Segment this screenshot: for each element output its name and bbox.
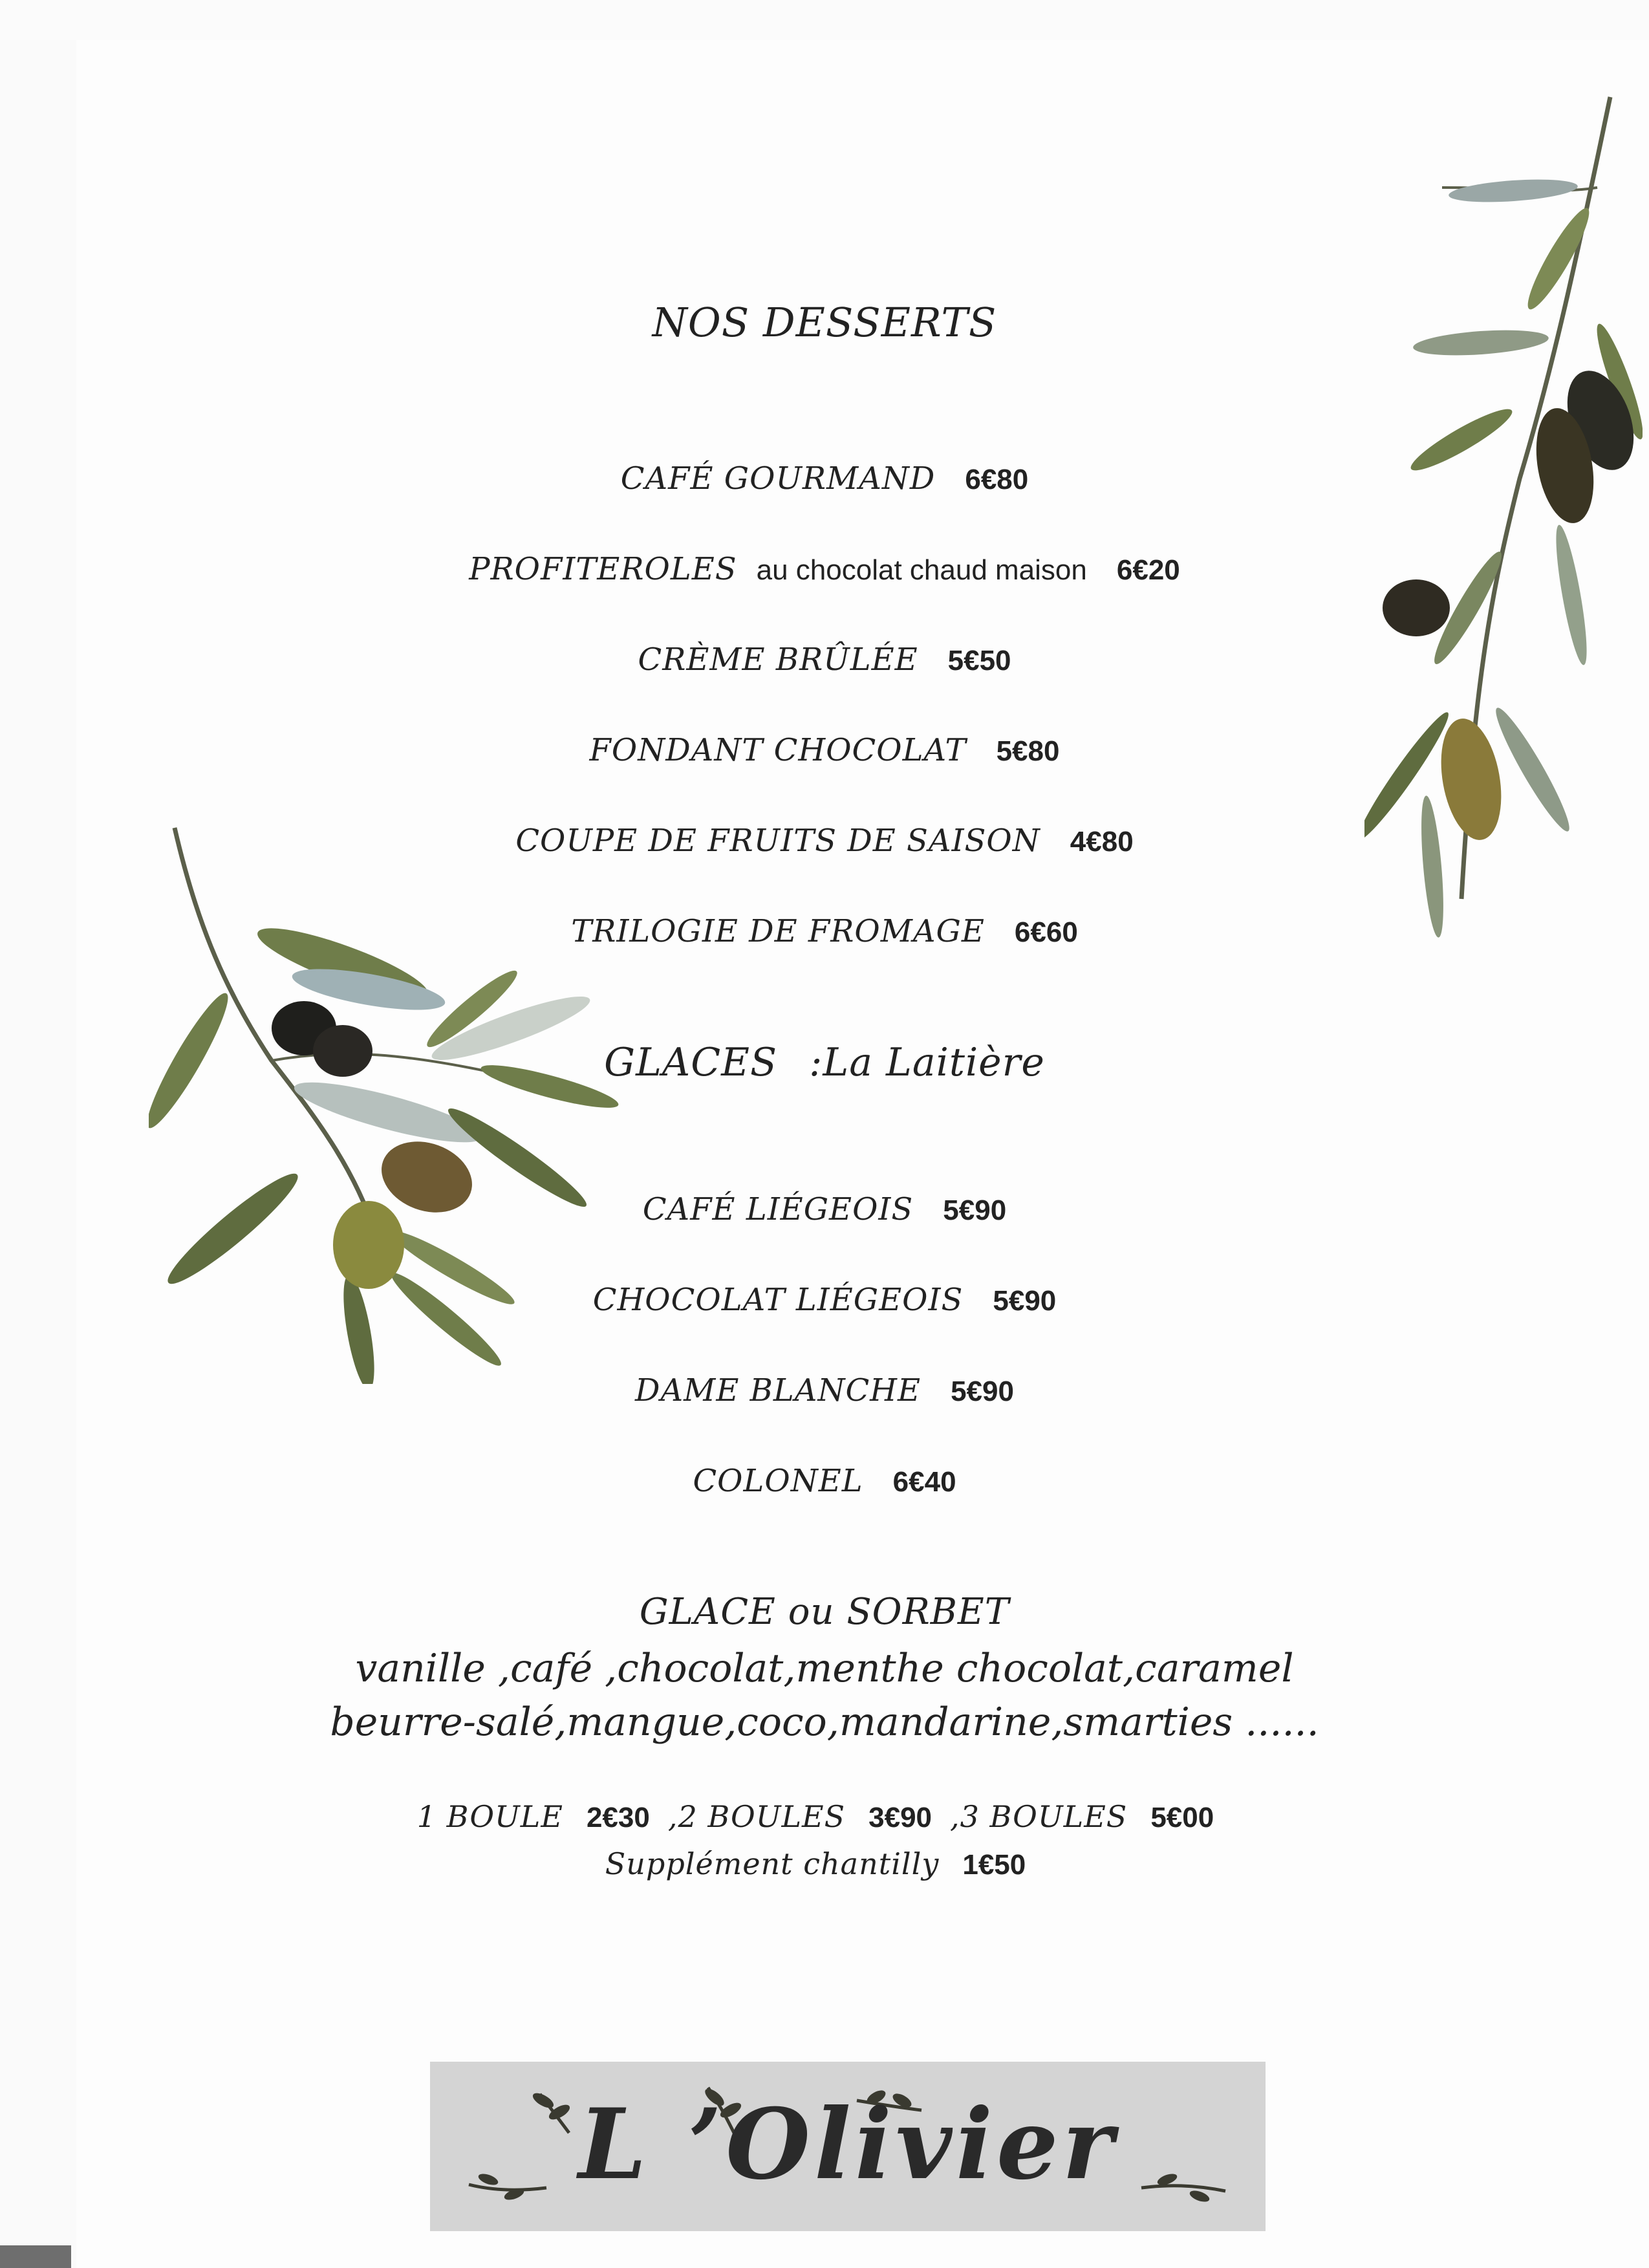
supplement-line [0, 1846, 1649, 1881]
dessert-item [0, 913, 1649, 949]
glaces-title: GLACES [604, 1040, 778, 1085]
dessert-item [0, 551, 1649, 587]
glace-item [0, 1191, 1649, 1227]
dessert-name: TRILOGIE DE FROMAGE [571, 913, 985, 949]
restaurant-logo [430, 2062, 1266, 2231]
dessert-price: 5€50 [947, 645, 1011, 676]
menu-title: NOS DESSERTS [652, 299, 997, 346]
supplement-price: 1€50 [962, 1849, 1026, 1881]
dessert-item [0, 732, 1649, 768]
glace-name: DAME BLANCHE [635, 1372, 921, 1409]
glaces-heading [0, 1040, 1649, 1085]
dessert-item [0, 642, 1649, 678]
boule-1-price: 2€30 [586, 1802, 650, 1833]
dessert-name: FONDANT CHOCOLAT [589, 732, 967, 768]
boule-3-label: ,3 BOULES [950, 1799, 1128, 1834]
glace-item [0, 1372, 1649, 1409]
supplement-label: Supplément chantilly [605, 1846, 940, 1881]
dessert-name: COUPE DE FRUITS DE SAISON [515, 823, 1040, 859]
boule-3-price: 5€00 [1150, 1802, 1214, 1833]
boule-2-label: ,2 BOULES [667, 1799, 846, 1834]
sorbet-heading: GLACE ou SORBET [639, 1591, 1010, 1633]
sorbet-flavors-line-2: beurre-salé,mangue,coco,mandarine,smarties ...... [330, 1700, 1319, 1745]
dessert-name: CRÈME BRÛLÉE [638, 642, 918, 678]
glace-name: CAFÉ LIÉGEOIS [642, 1191, 914, 1227]
dessert-description: au chocolat chaud maison [756, 554, 1087, 586]
sorbet-flavors-line-1: vanille ,café ,chocolat,menthe chocolat,caramel [355, 1646, 1294, 1691]
dessert-name: PROFITEROLES [469, 551, 737, 587]
dessert-item [0, 460, 1649, 497]
dessert-price: 4€80 [1070, 826, 1134, 858]
boule-2-price: 3€90 [868, 1802, 932, 1833]
scan-top-edge [0, 0, 1649, 41]
glaces-brand: :La Laitière [809, 1040, 1045, 1085]
glace-price: 5€90 [951, 1376, 1014, 1407]
scan-left-edge [0, 40, 76, 2268]
boules-pricing [0, 1799, 1649, 1834]
scan-corner [0, 2245, 71, 2268]
dessert-price: 6€80 [965, 464, 1029, 495]
logo-text: L ’Olivier [578, 2088, 1117, 2201]
glace-name: COLONEL [693, 1463, 863, 1499]
glace-name: CHOCOLAT LIÉGEOIS [592, 1282, 964, 1318]
dessert-item [0, 823, 1649, 859]
glace-price: 5€90 [943, 1194, 1007, 1226]
dessert-price: 5€80 [996, 735, 1060, 767]
dessert-price: 6€60 [1014, 916, 1078, 948]
glace-price: 5€90 [993, 1285, 1057, 1317]
glace-item [0, 1463, 1649, 1499]
dessert-price: 6€20 [1116, 554, 1180, 586]
boule-1-label: 1 BOULE [416, 1799, 563, 1834]
dessert-name: CAFÉ GOURMAND [620, 460, 936, 497]
glace-item [0, 1282, 1649, 1318]
glace-price: 6€40 [892, 1466, 956, 1498]
